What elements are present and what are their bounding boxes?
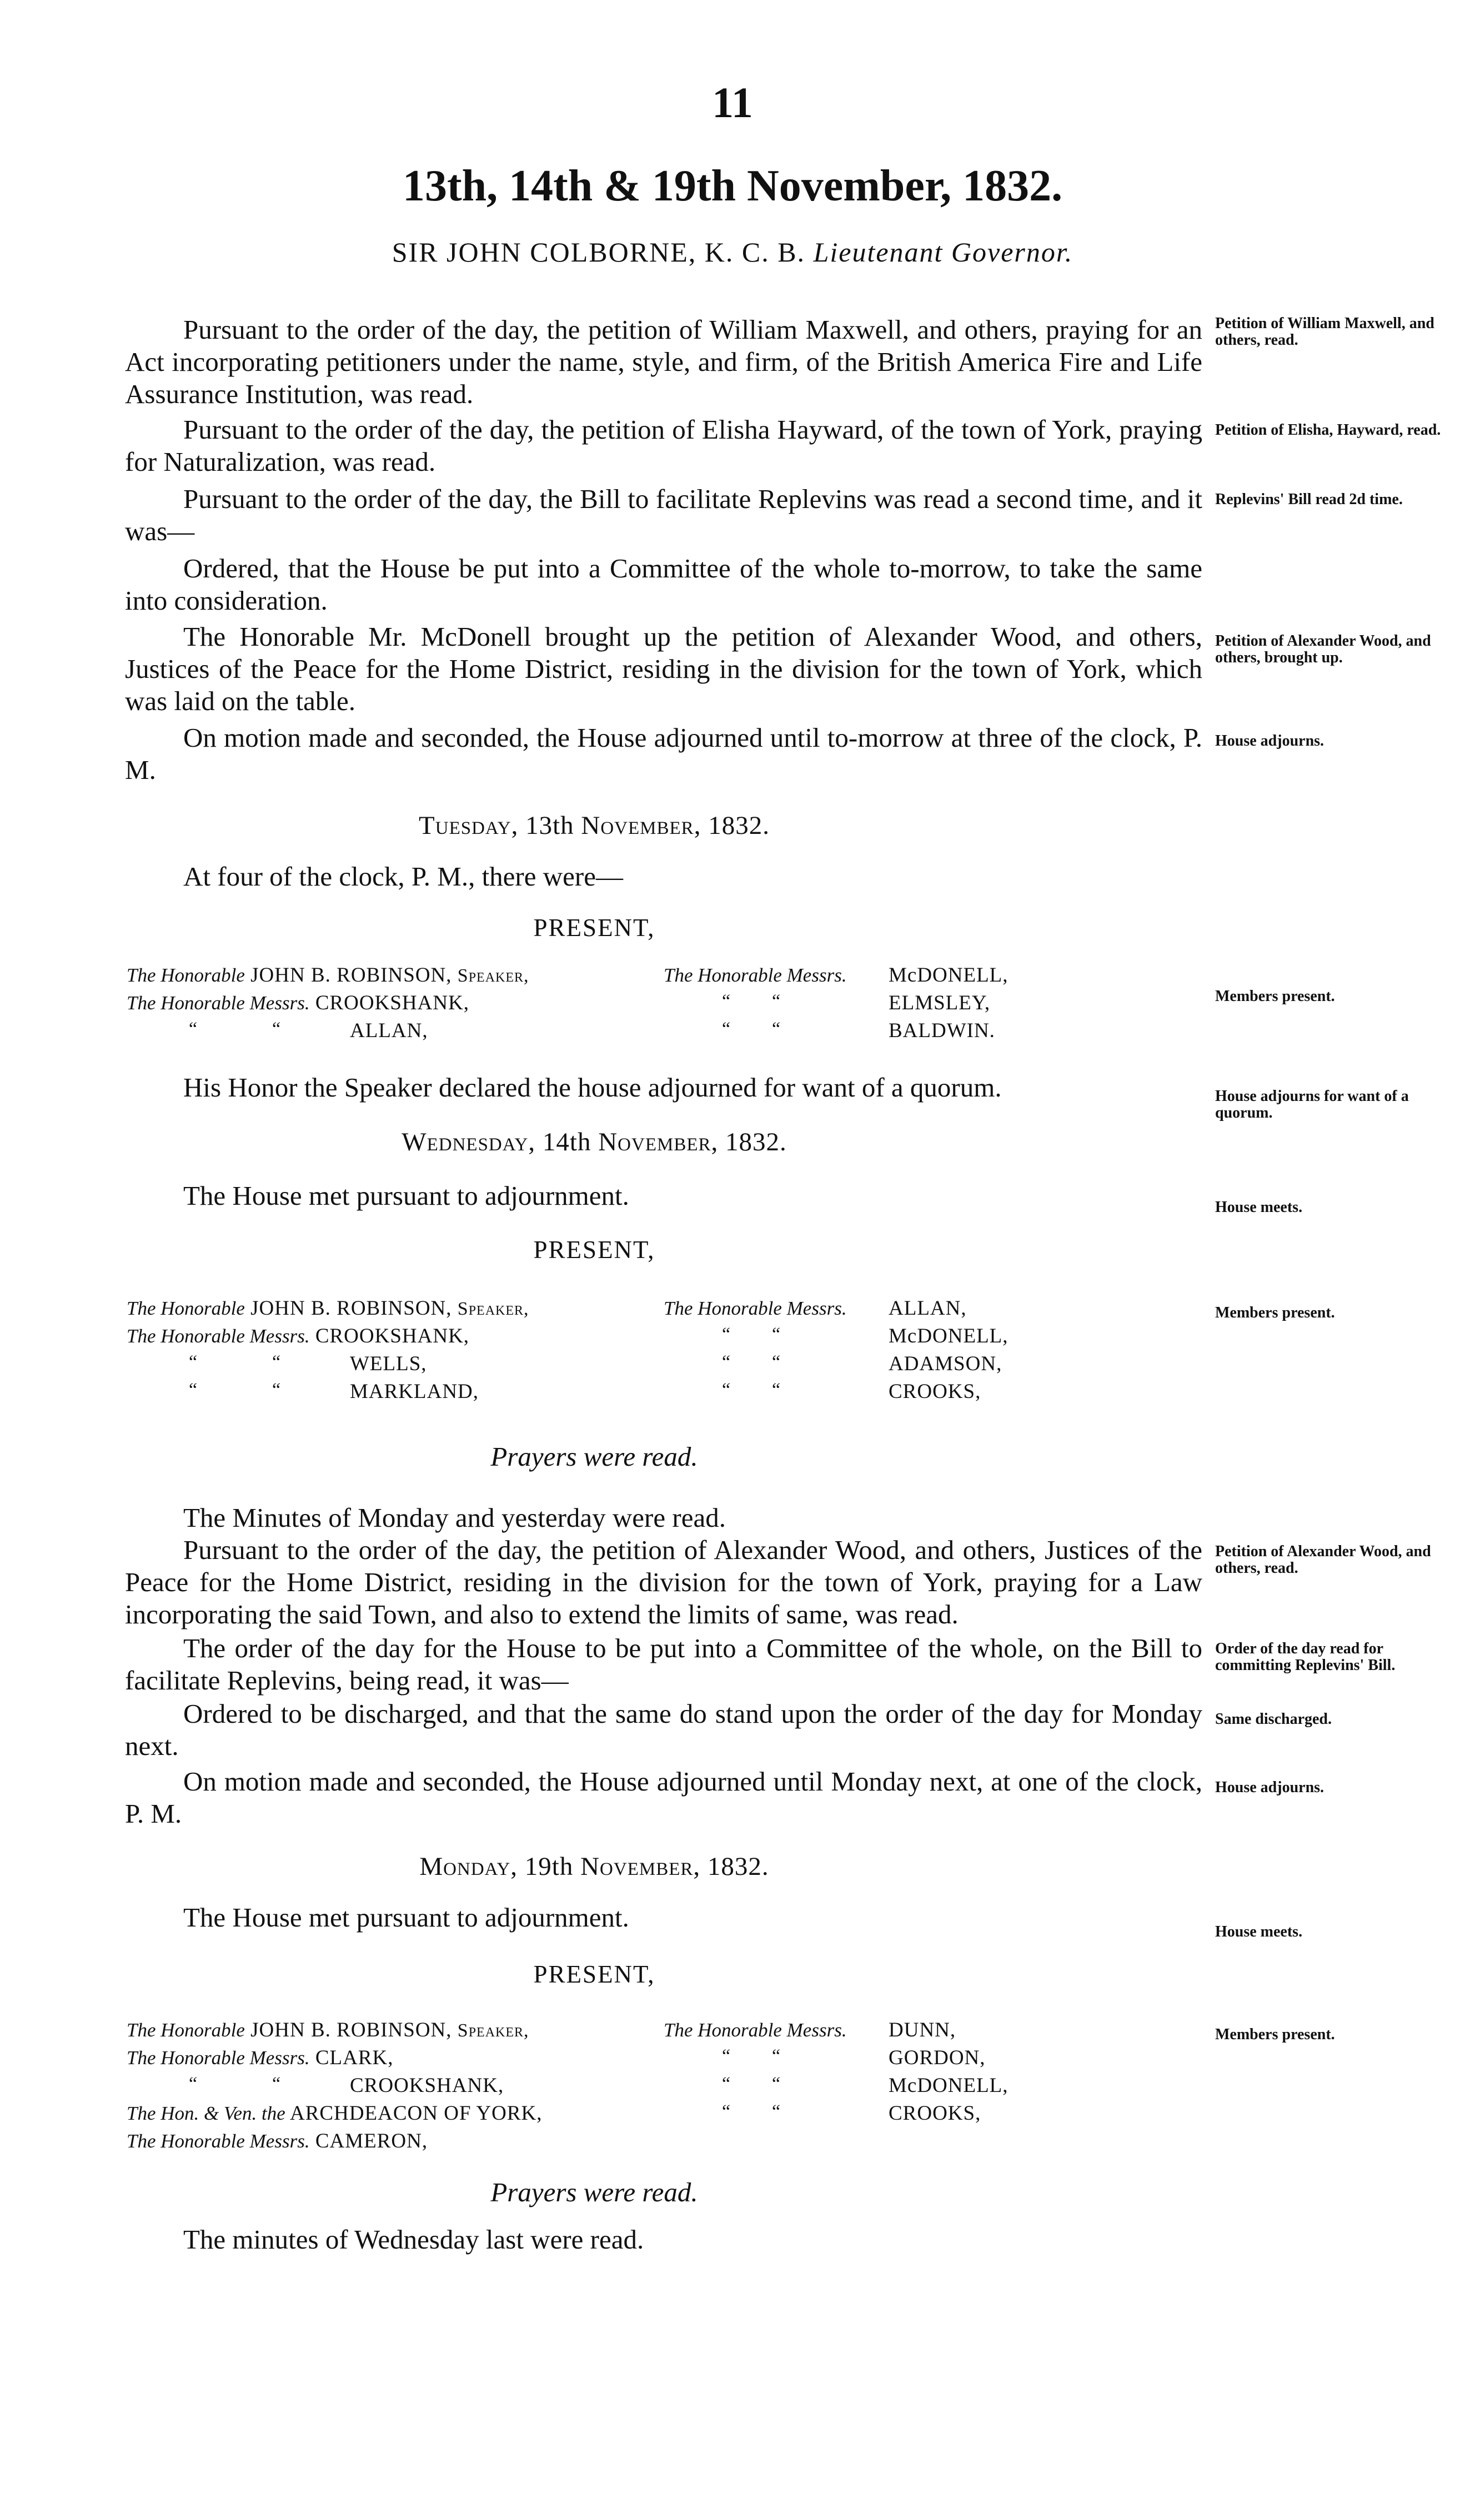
- margin-note: House adjourns for want of a quorum.: [1215, 1088, 1409, 1121]
- member-name: CROOKSHANK,: [350, 2074, 504, 2097]
- ditto-mark: “: [772, 1019, 781, 1039]
- member-row: The Honorable Messrs. CAMERON,: [127, 2130, 428, 2152]
- margin-note: Same discharged.: [1215, 1711, 1332, 1728]
- prayers-line: Prayers were read.: [490, 2177, 698, 2207]
- member-name: ELMSLEY,: [889, 992, 991, 1014]
- date-header: Tuesday, 13th November, 1832.: [419, 811, 770, 840]
- paragraph: The House met pursuant to adjournment.: [183, 1180, 629, 1211]
- member-row: The Hon. & Ven. the ARCHDEACON OF YORK,: [127, 2102, 543, 2125]
- paragraph: His Honor the Speaker declared the house adjourned for want of a quorum.: [183, 1072, 1002, 1103]
- paragraph: On motion made and seconded, the House adjourned until to-morrow at three of the clock, P. M.: [125, 722, 1202, 785]
- governor-name: SIR JOHN COLBORNE, K. C. B.: [392, 237, 806, 268]
- paragraph: Pursuant to the order of the day, the petition of Alexander Wood, and others, Justices of the Peace for the Home District, residing in the division for the town of York, praying for a Law incorporating the said Town, and also to extend the limits of same, was read.: [125, 1535, 1202, 1629]
- member-name: ALLAN,: [889, 1297, 967, 1320]
- governor-role: Lieutenant Governor.: [813, 237, 1073, 268]
- member-row: The Honorable JOHN B. ROBINSON, Speaker,: [127, 1297, 529, 1320]
- ditto-mark: “: [772, 2046, 781, 2066]
- member-row: The Honorable Messrs. CROOKSHANK,: [127, 1325, 470, 1347]
- date-header: Monday, 19th November, 1832.: [419, 1852, 769, 1881]
- paragraph: The Honorable Mr. McDonell brought up the petition of Alexander Wood, and others, Justices of the Peace for the Home District, residing in the division for the town of York, which was laid on the table.: [125, 621, 1202, 716]
- margin-note: Petition of Alexander Wood, and others, read.: [1215, 1543, 1431, 1577]
- member-row: The Honorable Messrs.: [664, 1297, 847, 1319]
- member-name: CROOKS,: [889, 1380, 981, 1403]
- margin-note: Petition of William Maxwell, and others, read.: [1215, 315, 1434, 349]
- ditto-mark: “: [272, 1380, 281, 1400]
- margin-note: House meets.: [1215, 1923, 1303, 1940]
- margin-note: Members present.: [1215, 1304, 1335, 1321]
- member-name: WELLS,: [350, 1352, 427, 1375]
- member-name: CROOKS,: [889, 2102, 981, 2125]
- paragraph: The minutes of Wednesday last were read.: [183, 2224, 644, 2255]
- ditto-mark: “: [272, 2074, 281, 2094]
- subtitle: [0, 236, 1465, 268]
- ditto-mark: “: [722, 2101, 731, 2122]
- page-number: 11: [712, 78, 753, 127]
- member-row: The Honorable Messrs.: [664, 2019, 847, 2041]
- margin-note: House meets.: [1215, 1199, 1303, 1216]
- paragraph: Ordered to be discharged, and that the same do stand upon the order of the day for Monday next.: [125, 1698, 1202, 1761]
- paragraph: The Minutes of Monday and yesterday were read.: [183, 1502, 726, 1533]
- ditto-mark: “: [722, 1324, 731, 1345]
- present-label: PRESENT,: [533, 1236, 655, 1264]
- ditto-mark: “: [722, 1019, 731, 1039]
- ditto-mark: “: [772, 1352, 781, 1372]
- ditto-mark: “: [272, 1352, 281, 1372]
- member-name: McDONELL,: [889, 1325, 1009, 1347]
- ditto-mark: “: [189, 1380, 198, 1400]
- member-name: DUNN,: [889, 2019, 956, 2041]
- ditto-mark: “: [189, 1352, 198, 1372]
- margin-note: Replevins' Bill read 2d time.: [1215, 491, 1403, 508]
- member-name: McDONELL,: [889, 2074, 1009, 2097]
- ditto-mark: “: [722, 2074, 731, 2094]
- ditto-mark: “: [772, 1380, 781, 1400]
- paragraph: The House met pursuant to adjournment.: [183, 1902, 629, 1933]
- ditto-mark: “: [189, 1019, 198, 1039]
- ditto-mark: “: [772, 2101, 781, 2122]
- ditto-mark: “: [722, 1380, 731, 1400]
- page-title: 13th, 14th & 19th November, 1832.: [402, 162, 1063, 210]
- member-name: MARKLAND,: [350, 1380, 479, 1403]
- paragraph: Pursuant to the order of the day, the petition of William Maxwell, and others, praying for an Act incorporating petitioners under the name, style, and firm, of the British America Fire and Life Assurance Institution, was read.: [125, 314, 1202, 409]
- margin-note: Members present.: [1215, 2026, 1335, 2043]
- member-name: BALDWIN.: [889, 1019, 995, 1042]
- margin-note: Order of the day read for committing Replevins' Bill.: [1215, 1640, 1396, 1674]
- present-label: PRESENT,: [533, 914, 655, 942]
- ditto-mark: “: [722, 1352, 731, 1372]
- member-row: The Honorable Messrs. CLARK,: [127, 2046, 394, 2069]
- margin-note: House adjourns.: [1215, 732, 1324, 750]
- paragraph: Ordered, that the House be put into a Committee of the whole to-morrow, to take the same into consideration.: [125, 553, 1202, 616]
- member-row: The Honorable Messrs. CROOKSHANK,: [127, 992, 470, 1014]
- member-name: GORDON,: [889, 2046, 986, 2069]
- ditto-mark: “: [772, 991, 781, 1012]
- ditto-mark: “: [772, 1324, 781, 1345]
- ditto-mark: “: [272, 1019, 281, 1039]
- date-header: Wednesday, 14th November, 1832.: [402, 1128, 787, 1156]
- margin-note: Petition of Alexander Wood, and others, brought up.: [1215, 632, 1431, 666]
- member-name: ALLAN,: [350, 1019, 428, 1042]
- member-name: ADAMSON,: [889, 1352, 1002, 1375]
- margin-note: Petition of Elisha, Hayward, read.: [1215, 421, 1441, 439]
- member-row: The Honorable Messrs.: [664, 964, 847, 986]
- paragraph: Pursuant to the order of the day, the Bill to facilitate Replevins was read a second time, and it was—: [125, 484, 1202, 546]
- paragraph: Pursuant to the order of the day, the petition of Elisha Hayward, of the town of York, praying for Naturalization, was read.: [125, 414, 1202, 477]
- paragraph: The order of the day for the House to be put into a Committee of the whole, on the Bill to facilitate Replevins, being read, it was—: [125, 1633, 1202, 1696]
- ditto-mark: “: [722, 2046, 731, 2066]
- margin-note: House adjourns.: [1215, 1779, 1324, 1796]
- present-label: PRESENT,: [533, 1960, 655, 1988]
- prayers-line: Prayers were read.: [490, 1441, 698, 1472]
- paragraph: On motion made and seconded, the House adjourned until Monday next, at one of the clock, P. M.: [125, 1766, 1202, 1829]
- member-row: The Honorable JOHN B. ROBINSON, Speaker,: [127, 964, 529, 987]
- ditto-mark: “: [189, 2074, 198, 2094]
- ditto-mark: “: [772, 2074, 781, 2094]
- margin-note: Members present.: [1215, 988, 1335, 1005]
- paragraph: At four of the clock, P. M., there were—: [183, 861, 623, 892]
- member-row: The Honorable JOHN B. ROBINSON, Speaker,: [127, 2019, 529, 2041]
- ditto-mark: “: [722, 991, 731, 1012]
- member-name: McDONELL,: [889, 964, 1009, 987]
